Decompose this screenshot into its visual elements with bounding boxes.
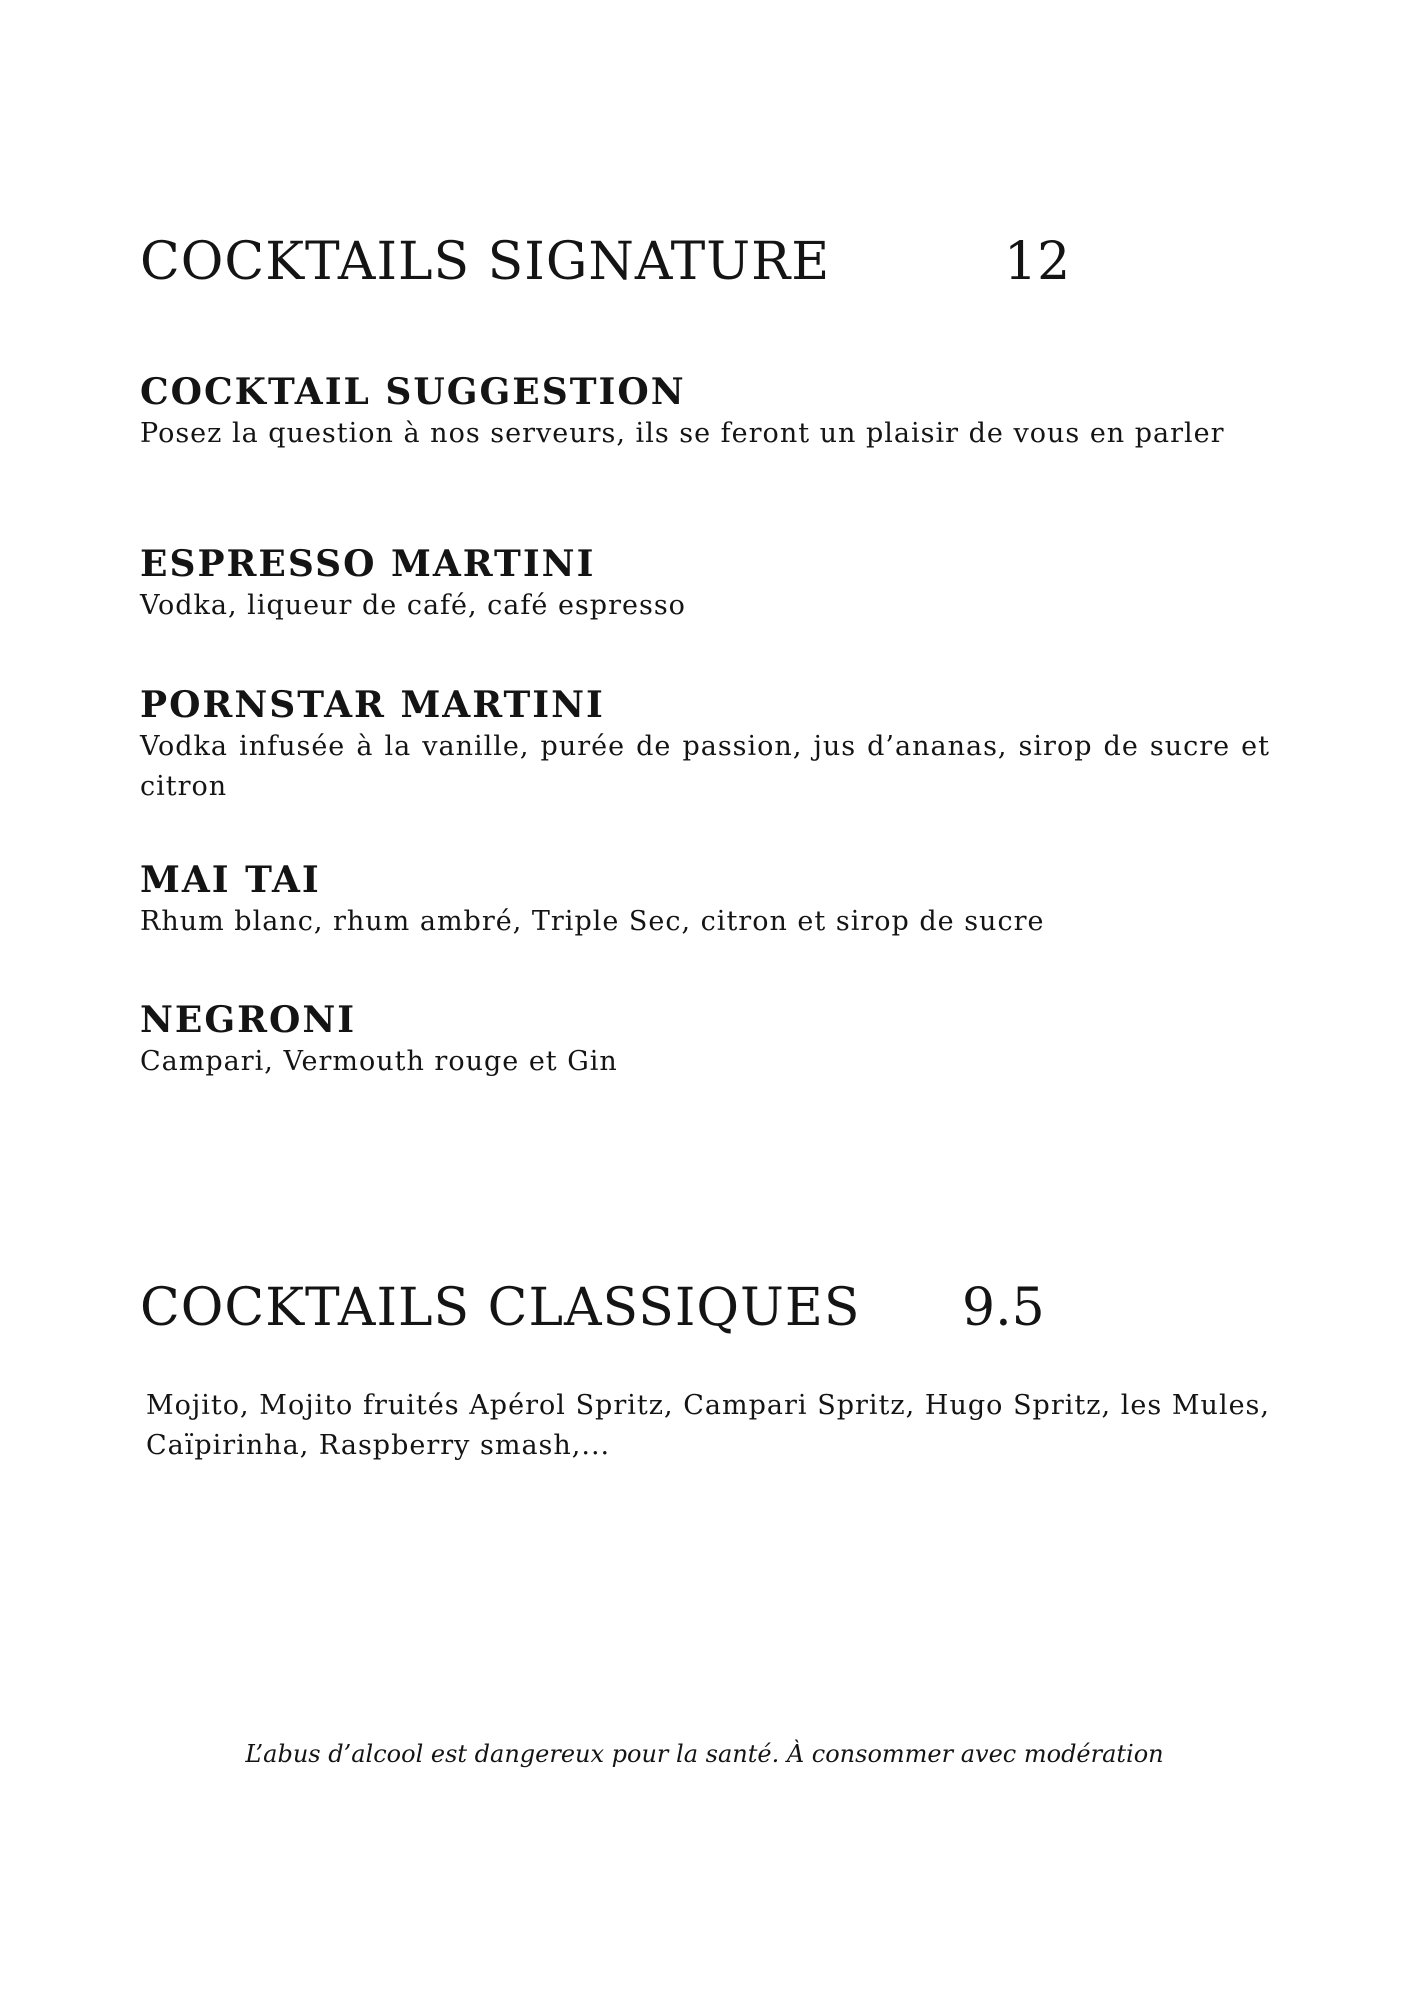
item-name: ESPRESSO MARTINI: [140, 543, 596, 585]
item-description: Campari, Vermouth rouge et Gin: [140, 1046, 618, 1077]
classiques-section-title: COCKTAILS CLASSIQUES: [140, 1278, 861, 1338]
classiques-description: Mojito, Mojito fruités Apérol Spritz, Campari Spritz, Hugo Spritz, les Mules, Caïpirinha, Raspberry smash,...: [146, 1390, 1270, 1461]
menu-item: [140, 998, 1270, 1082]
item-name: COCKTAIL SUGGESTION: [140, 371, 686, 413]
menu-item: [140, 370, 1270, 454]
item-name: MAI TAI: [140, 859, 321, 901]
item-description: Vodka, liqueur de café, café espresso: [140, 590, 686, 621]
signature-section-price: 12: [1004, 232, 1071, 292]
health-notice: L’abus d’alcool est dangereux pour la santé. À consommer avec modération: [245, 1740, 1164, 1768]
classiques-section-price: 9.5: [962, 1278, 1045, 1338]
signature-section-title: COCKTAILS SIGNATURE: [140, 232, 831, 292]
menu-item: [140, 683, 1270, 807]
item-name: NEGRONI: [140, 999, 357, 1041]
item-name: PORNSTAR MARTINI: [140, 684, 605, 726]
item-description: Rhum blanc, rhum ambré, Triple Sec, citron et sirop de sucre: [140, 906, 1045, 937]
item-description: Vodka infusée à la vanille, purée de passion, jus d’ananas, sirop de sucre et citron: [140, 731, 1270, 802]
item-description: Posez la question à nos serveurs, ils se feront un plaisir de vous en parler: [140, 418, 1225, 449]
menu-item: [140, 858, 1270, 942]
menu-item: [140, 542, 1270, 626]
